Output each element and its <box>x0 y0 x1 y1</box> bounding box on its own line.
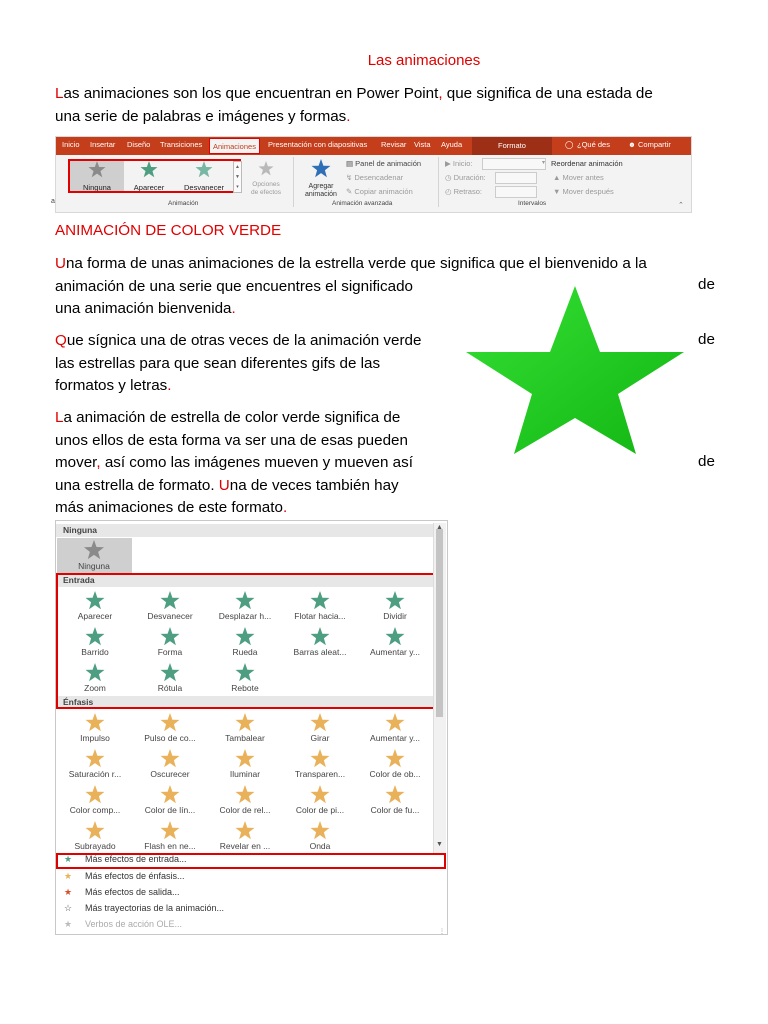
tab-revisar[interactable]: Revisar <box>381 140 407 149</box>
effect-options-button[interactable] <box>242 161 290 197</box>
tab-transiciones[interactable]: Transiciones <box>160 140 203 149</box>
star-icon: ★ <box>63 919 73 929</box>
effect-label: Rueda <box>232 647 258 657</box>
text: na de veces también hay <box>229 476 399 494</box>
tab-insertar[interactable]: Insertar <box>90 140 116 149</box>
menu-label: Más efectos de entrada... <box>85 854 187 864</box>
text: na forma de unas animaciones de la estrella verde que significa que el bienvenido a la <box>65 255 647 272</box>
section-heading: ANIMACIÓN DE COLOR VERDE <box>55 222 282 239</box>
add-animation-button[interactable] <box>298 159 344 199</box>
gallery-label: Desvanecer <box>183 183 225 192</box>
ole-action-verbs[interactable] <box>61 919 182 930</box>
effect-item[interactable] <box>358 713 432 743</box>
effect-label: Dividir <box>383 611 407 621</box>
star-icon <box>309 713 331 732</box>
text: las estrellas para que sean diferentes gifs de las <box>55 354 381 372</box>
delay-label: ◴ Retraso: <box>445 187 482 196</box>
gallery-scroll[interactable]: ▲ ▼ ▾ <box>233 161 242 193</box>
menu-label: Más trayectorias de la animación... <box>85 903 225 913</box>
star-icon: ★ <box>63 871 73 881</box>
word-de: de <box>698 331 715 348</box>
punct: . <box>346 107 351 125</box>
text: ue sígnica una de otras veces de la animación verde <box>66 332 422 349</box>
word-de: de <box>698 453 715 470</box>
document-title: Las animaciones <box>367 52 481 69</box>
effect-label: Saturación r... <box>68 769 122 779</box>
paragraph-2 <box>55 330 421 398</box>
effect-label: Iluminar <box>229 769 261 779</box>
effect-label: Flash en ne... <box>144 841 196 851</box>
menu-label: Verbos de acción OLE... <box>85 919 183 929</box>
star-icon <box>83 540 105 560</box>
effect-label: Color de fu... <box>370 805 420 815</box>
effect-label: Color de rel... <box>219 805 271 815</box>
text: una estrella de formato. <box>55 476 219 494</box>
star-icon <box>159 749 181 768</box>
reorder-label: Reordenar animación <box>551 159 623 168</box>
effect-label: Forma <box>157 647 183 657</box>
tell-me-label: Qué des <box>581 140 610 149</box>
resize-grip-icon[interactable]: ⋮ <box>439 929 445 935</box>
star-icon <box>84 749 106 768</box>
collapse-ribbon-icon[interactable]: ⌃ <box>678 202 684 209</box>
group-label-advanced: Animación avanzada <box>332 200 393 207</box>
group-label-intervals: Intervalos <box>518 200 547 207</box>
drop-letter: L <box>55 85 64 102</box>
text: así como las imágenes mueven y mueven así <box>100 454 413 471</box>
text: que significa de una estada de <box>442 85 653 102</box>
effect-label: Zoom <box>84 683 106 693</box>
divider <box>438 157 439 207</box>
tab-presentacion[interactable]: Presentación con diapositivas <box>268 140 368 149</box>
text: animación de una serie que encuentres el significado <box>55 277 413 295</box>
share-label: Compartir <box>637 140 671 149</box>
tab-vista[interactable]: Vista <box>414 140 431 149</box>
effect-label: Desvanecer <box>147 611 193 621</box>
duration-input[interactable] <box>495 172 537 184</box>
effect-item[interactable] <box>58 749 132 779</box>
section-ninguna: Ninguna <box>56 524 434 537</box>
menu-label: Más efectos de salida... <box>85 887 180 897</box>
effect-item[interactable] <box>208 785 282 815</box>
effect-item[interactable] <box>133 713 207 743</box>
scroll-down-arrow[interactable]: ▼ <box>436 841 443 848</box>
paragraph-3 <box>55 407 413 520</box>
effect-label: Color de lín... <box>144 805 196 815</box>
duration-label: ◷ Duración: <box>445 173 486 182</box>
effect-item[interactable] <box>283 821 357 851</box>
start-select[interactable]: ▾ <box>482 158 546 170</box>
delay-input[interactable] <box>495 186 537 198</box>
share-button[interactable]: ☻ Compartir <box>628 140 671 149</box>
drop-letter: U <box>55 255 66 272</box>
effect-label: Color de pi... <box>295 805 345 815</box>
star-icon <box>234 749 256 768</box>
star-icon: ★ <box>63 887 73 897</box>
effect-item[interactable] <box>133 785 207 815</box>
effect-label: Barras aleat... <box>293 647 347 657</box>
scroll-thumb[interactable] <box>436 529 443 717</box>
effect-label: Subrayado <box>74 841 116 851</box>
move-later-button[interactable]: ▼ Mover después <box>553 187 614 196</box>
effect-label: Girar <box>310 733 330 743</box>
group-label-animacion: Animación <box>168 200 199 207</box>
punct: , <box>438 85 443 102</box>
effect-item[interactable] <box>208 821 282 851</box>
entry-highlight-box <box>56 573 437 709</box>
text: mover <box>55 454 97 471</box>
effect-item[interactable] <box>358 785 432 815</box>
tab-ayuda[interactable]: Ayuda <box>441 140 463 149</box>
effect-label: Pulso de co... <box>144 733 196 743</box>
intro-paragraph <box>55 83 715 128</box>
effect-item[interactable] <box>58 821 132 851</box>
effect-options-label: Opciones de efectos <box>251 181 281 196</box>
trigger-button[interactable]: ↯ Desencadenar <box>346 173 404 182</box>
duration-text: Duración: <box>453 173 486 182</box>
gallery-label: Ninguna <box>83 183 111 192</box>
tab-animaciones[interactable]: Animaciones <box>209 138 260 154</box>
move-before-label: Mover antes <box>562 173 604 182</box>
effect-item[interactable] <box>208 749 282 779</box>
text: una serie de palabras e imágenes y formas <box>55 107 347 125</box>
effect-label: Color de ob... <box>369 769 421 779</box>
effect-item[interactable] <box>58 785 132 815</box>
effect-label: Impulso <box>80 733 110 743</box>
start-text: Inicio: <box>452 159 473 168</box>
star-icon <box>234 713 256 732</box>
star-icon <box>84 821 106 840</box>
divider <box>293 157 294 207</box>
effect-item[interactable] <box>58 713 132 743</box>
effect-item[interactable] <box>208 713 282 743</box>
ribbon-tab-bar <box>56 137 691 155</box>
star-icon <box>84 713 106 732</box>
star-icon <box>159 821 181 840</box>
effect-label: Aumentar y... <box>370 647 420 657</box>
add-star-icon <box>311 159 331 178</box>
star-outline-icon: ☆ <box>63 903 73 913</box>
effect-ninguna[interactable] <box>57 540 131 571</box>
text: una animación bienvenida <box>55 300 232 317</box>
drop-letter: Q <box>55 332 67 349</box>
scroll-up-arrow[interactable]: ▲ <box>436 524 443 531</box>
star-icon <box>309 785 331 804</box>
tab-inicio[interactable]: Inicio <box>62 140 80 149</box>
star-icon <box>309 749 331 768</box>
star-icon <box>234 821 256 840</box>
tab-diseno[interactable]: Diseño <box>127 140 151 149</box>
punct: . <box>231 300 236 317</box>
drop-letter: L <box>55 409 64 426</box>
effect-label: Aparecer <box>77 611 113 621</box>
start-label: ▶ Inicio: <box>445 159 473 168</box>
move-earlier-button[interactable]: ▲ Mover antes <box>553 173 604 182</box>
effect-label: Flotar hacia... <box>294 611 346 621</box>
tell-me-search[interactable]: ¿Qué des <box>577 140 610 149</box>
lightbulb-icon[interactable]: ◯ <box>565 140 574 149</box>
animation-painter-button[interactable]: ✎ Copiar animación <box>346 187 413 196</box>
text: as animaciones son los que encuentran en Power Point <box>63 85 439 102</box>
panel-label: Panel de animación <box>355 159 422 168</box>
effect-label: Color comp... <box>69 805 121 815</box>
effect-label: Oscurecer <box>150 769 190 779</box>
star-icon <box>159 713 181 732</box>
copy-label: Copiar animación <box>354 187 413 196</box>
trigger-label: Desencadenar <box>354 173 404 182</box>
star-icon <box>384 749 406 768</box>
add-animation-label: Agregar animación <box>305 183 337 198</box>
effect-label: Transparen... <box>294 769 346 779</box>
effect-item[interactable] <box>283 749 357 779</box>
animation-gallery-dropdown <box>55 520 448 935</box>
more-emphasis-effects[interactable] <box>61 871 185 882</box>
effect-label: Ninguna <box>78 561 110 571</box>
text: formatos y letras <box>55 377 168 394</box>
ribbon-edge-char: a <box>51 198 55 205</box>
effect-label: Revelar en ... <box>219 841 271 851</box>
star-icon <box>384 713 406 732</box>
more-entry-highlight <box>56 853 446 869</box>
star-icon: ★ <box>63 854 73 864</box>
effect-label: Rótula <box>157 683 183 693</box>
highlight-box <box>68 159 241 193</box>
effect-label: Tambalear <box>225 733 265 743</box>
move-after-label: Mover después <box>562 187 614 196</box>
effect-item[interactable] <box>358 749 432 779</box>
punct: . <box>167 377 172 394</box>
effect-label: Onda <box>309 841 331 851</box>
star-icon <box>309 821 331 840</box>
punct: , <box>96 454 101 471</box>
drop-letter: U <box>218 476 230 494</box>
section-entrada: Entrada <box>56 574 434 587</box>
effect-label: Aumentar y... <box>370 733 420 743</box>
gallery-label: Aparecer <box>133 183 165 192</box>
text: a animación de estrella de color verde significa de <box>63 409 401 426</box>
gallery-scrollbar[interactable] <box>433 523 446 853</box>
powerpoint-ribbon <box>55 136 692 213</box>
more-exit-effects[interactable] <box>61 887 180 898</box>
star-icon <box>234 785 256 804</box>
animation-pane-button[interactable]: ▤ Panel de animación <box>346 159 422 168</box>
menu-label: Más efectos de énfasis... <box>85 871 185 881</box>
text: unos ellos de esta forma va ser una de esas pueden <box>55 431 408 449</box>
more-motion-paths[interactable] <box>61 903 224 914</box>
word-de: de <box>698 276 715 293</box>
effect-label: Barrido <box>81 647 109 657</box>
star-icon <box>384 785 406 804</box>
section-enfasis: Énfasis <box>56 696 434 709</box>
tab-formato[interactable]: Formato <box>472 137 552 155</box>
effect-label: Rebote <box>231 683 259 693</box>
effect-item[interactable] <box>283 713 357 743</box>
effect-item[interactable] <box>133 821 207 851</box>
text: más animaciones de este formato <box>55 499 283 516</box>
effect-label: Desplazar h... <box>218 611 272 621</box>
effect-item[interactable] <box>133 749 207 779</box>
star-icon <box>159 785 181 804</box>
effect-item[interactable] <box>283 785 357 815</box>
star-icon <box>84 785 106 804</box>
green-star-image <box>466 286 684 454</box>
delay-text: Retraso: <box>453 187 482 196</box>
punct: . <box>282 499 288 516</box>
star-icon <box>258 161 274 176</box>
